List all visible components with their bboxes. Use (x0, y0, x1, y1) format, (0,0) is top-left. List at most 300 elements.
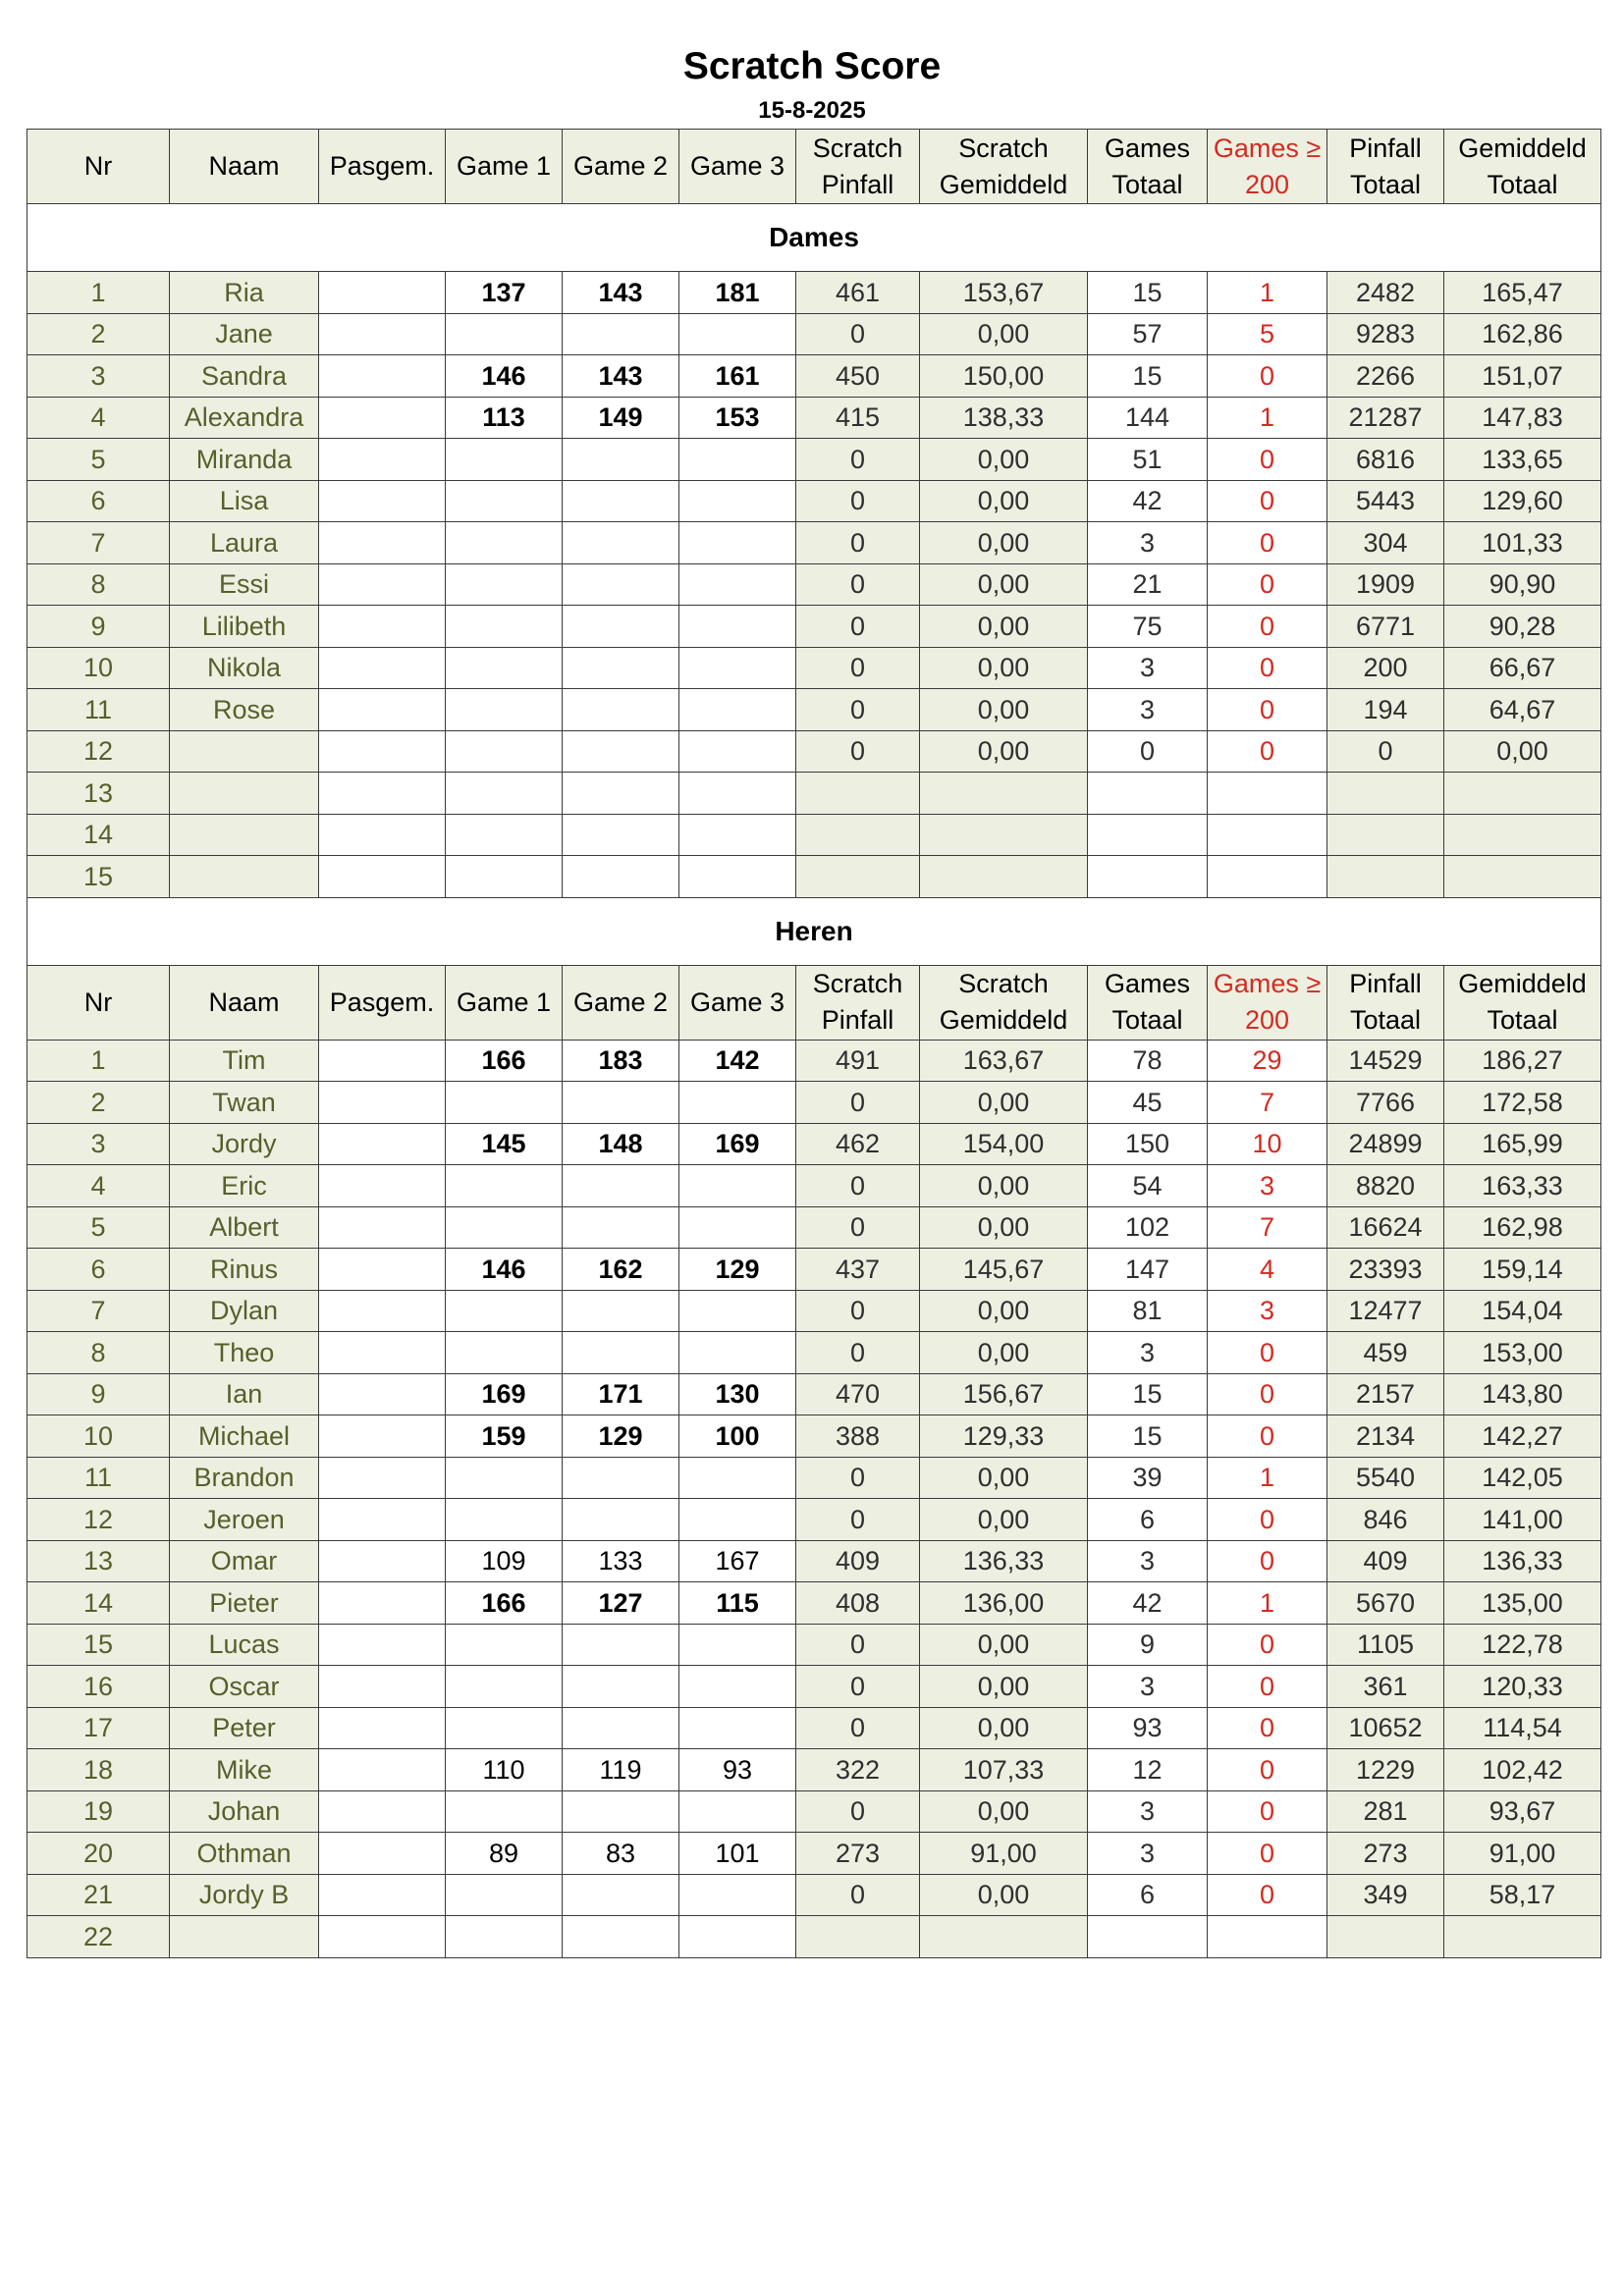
game-3-score (679, 1290, 796, 1332)
pinfall-total: 2134 (1327, 1415, 1444, 1458)
pasgem-cell (319, 1290, 446, 1332)
games-over-200: 7 (1208, 1206, 1327, 1249)
average-total: 0,00 (1444, 730, 1601, 773)
score-table (27, 129, 1601, 1958)
games-total: 12 (1088, 1749, 1208, 1791)
pinfall-total: 349 (1327, 1874, 1444, 1916)
column-header-games-200: Games ≥ 200 (1208, 130, 1327, 204)
table-row (27, 1916, 1601, 1958)
scratch-average: 136,00 (920, 1582, 1088, 1625)
row-nr: 16 (27, 1666, 170, 1708)
game-1-score: 110 (446, 1749, 563, 1791)
game-3-score (679, 1624, 796, 1666)
game-1-score (446, 1790, 563, 1833)
row-nr: 3 (27, 1123, 170, 1165)
games-over-200: 0 (1208, 1332, 1327, 1374)
games-over-200: 0 (1208, 1790, 1327, 1833)
games-over-200: 1 (1208, 1582, 1327, 1625)
average-total: 186,27 (1444, 1040, 1601, 1082)
row-nr: 12 (27, 730, 170, 773)
average-total: 102,42 (1444, 1749, 1601, 1791)
table-row (27, 730, 1601, 773)
game-1-score (446, 647, 563, 689)
pasgem-cell (319, 1624, 446, 1666)
game-3-score: 115 (679, 1582, 796, 1625)
game-3-score (679, 814, 796, 856)
games-total: 45 (1088, 1082, 1208, 1124)
game-2-score: 162 (563, 1249, 679, 1291)
player-name: Jane (170, 313, 319, 355)
game-1-score (446, 689, 563, 731)
player-name: Rose (170, 689, 319, 731)
row-nr: 12 (27, 1499, 170, 1541)
game-1-score (446, 856, 563, 898)
column-header-scratch-gemiddeld: Scratch Gemiddeld (920, 130, 1088, 204)
pasgem-cell (319, 1540, 446, 1582)
games-total: 3 (1088, 647, 1208, 689)
games-over-200 (1208, 856, 1327, 898)
column-header-games-totaal: Games Totaal (1088, 965, 1208, 1040)
average-total: 120,33 (1444, 1666, 1601, 1708)
games-over-200: 0 (1208, 522, 1327, 564)
table-row (27, 1457, 1601, 1499)
games-over-200: 0 (1208, 1499, 1327, 1541)
games-over-200: 0 (1208, 563, 1327, 606)
scratch-pinfall: 437 (796, 1249, 920, 1291)
column-header-row (27, 130, 1601, 204)
pinfall-total: 459 (1327, 1332, 1444, 1374)
table-row (27, 397, 1601, 439)
games-over-200: 4 (1208, 1249, 1327, 1291)
row-nr: 18 (27, 1749, 170, 1791)
game-2-score (563, 1790, 679, 1833)
games-total: 93 (1088, 1707, 1208, 1749)
average-total (1444, 814, 1601, 856)
column-header-nr: Nr (27, 130, 170, 204)
table-row (27, 1666, 1601, 1708)
game-2-score (563, 1165, 679, 1207)
scratch-average: 0,00 (920, 1874, 1088, 1916)
row-nr: 2 (27, 1082, 170, 1124)
game-3-score: 181 (679, 272, 796, 314)
player-name: Lucas (170, 1624, 319, 1666)
player-name: Michael (170, 1415, 319, 1458)
row-nr: 10 (27, 1415, 170, 1458)
column-header-game3: Game 3 (679, 965, 796, 1040)
games-total: 15 (1088, 1415, 1208, 1458)
game-2-score (563, 1332, 679, 1374)
scratch-pinfall: 450 (796, 355, 920, 398)
scratch-average (920, 814, 1088, 856)
scratch-pinfall: 0 (796, 1290, 920, 1332)
section-header-row (27, 204, 1601, 272)
game-1-score: 145 (446, 1123, 563, 1165)
scratch-average: 0,00 (920, 689, 1088, 731)
row-nr: 4 (27, 1165, 170, 1207)
average-total: 58,17 (1444, 1874, 1601, 1916)
games-over-200: 1 (1208, 1457, 1327, 1499)
pinfall-total: 9283 (1327, 313, 1444, 355)
average-total: 154,04 (1444, 1290, 1601, 1332)
pinfall-total: 12477 (1327, 1290, 1444, 1332)
scratch-pinfall: 0 (796, 1790, 920, 1833)
game-1-score: 146 (446, 355, 563, 398)
games-total (1088, 1916, 1208, 1958)
game-3-score (679, 1165, 796, 1207)
column-header-games-totaal: Games Totaal (1088, 130, 1208, 204)
row-nr: 6 (27, 1249, 170, 1291)
column-header-game1: Game 1 (446, 130, 563, 204)
scratch-average: 0,00 (920, 1165, 1088, 1207)
games-total: 42 (1088, 480, 1208, 522)
games-over-200: 0 (1208, 1874, 1327, 1916)
table-row (27, 1790, 1601, 1833)
scratch-average: 0,00 (920, 563, 1088, 606)
games-over-200: 3 (1208, 1165, 1327, 1207)
games-over-200: 0 (1208, 1749, 1327, 1791)
table-row (27, 272, 1601, 314)
scratch-pinfall: 491 (796, 1040, 920, 1082)
scratch-pinfall: 0 (796, 1624, 920, 1666)
table-row (27, 439, 1601, 481)
pinfall-total (1327, 814, 1444, 856)
row-nr: 9 (27, 606, 170, 648)
game-3-score (679, 730, 796, 773)
game-3-score (679, 1916, 796, 1958)
table-row (27, 563, 1601, 606)
table-row (27, 1415, 1601, 1458)
player-name: Sandra (170, 355, 319, 398)
pinfall-total: 5540 (1327, 1457, 1444, 1499)
game-1-score (446, 1332, 563, 1374)
row-nr: 11 (27, 1457, 170, 1499)
player-name: Albert (170, 1206, 319, 1249)
average-total: 91,00 (1444, 1833, 1601, 1875)
game-1-score (446, 563, 563, 606)
games-over-200: 10 (1208, 1123, 1327, 1165)
game-2-score (563, 814, 679, 856)
player-name (170, 1916, 319, 1958)
table-row (27, 1165, 1601, 1207)
games-total: 6 (1088, 1499, 1208, 1541)
game-2-score (563, 1499, 679, 1541)
games-total: 3 (1088, 1332, 1208, 1374)
column-header-pinfall-totaal: Pinfall Totaal (1327, 130, 1444, 204)
game-2-score: 143 (563, 355, 679, 398)
games-over-200: 0 (1208, 1373, 1327, 1415)
game-2-score: 129 (563, 1415, 679, 1458)
page-title: Scratch Score (682, 45, 942, 87)
table-row (27, 1874, 1601, 1916)
column-header-naam: Naam (170, 965, 319, 1040)
game-2-score: 171 (563, 1373, 679, 1415)
player-name: Nikola (170, 647, 319, 689)
player-name: Jordy B (170, 1874, 319, 1916)
row-nr: 9 (27, 1373, 170, 1415)
table-row (27, 647, 1601, 689)
row-nr: 6 (27, 480, 170, 522)
games-over-200 (1208, 1916, 1327, 1958)
scratch-average: 0,00 (920, 1332, 1088, 1374)
row-nr: 15 (27, 856, 170, 898)
average-total: 101,33 (1444, 522, 1601, 564)
average-total: 142,27 (1444, 1415, 1601, 1458)
row-nr: 7 (27, 522, 170, 564)
pinfall-total: 409 (1327, 1540, 1444, 1582)
player-name: Twan (170, 1082, 319, 1124)
game-2-score: 83 (563, 1833, 679, 1875)
pinfall-total (1327, 856, 1444, 898)
player-name: Othman (170, 1833, 319, 1875)
pinfall-total: 5670 (1327, 1582, 1444, 1625)
pinfall-total: 846 (1327, 1499, 1444, 1541)
row-nr: 10 (27, 647, 170, 689)
scratch-pinfall: 0 (796, 1332, 920, 1374)
game-1-score (446, 814, 563, 856)
game-2-score (563, 1082, 679, 1124)
pinfall-total: 1229 (1327, 1749, 1444, 1791)
scratch-average: 0,00 (920, 439, 1088, 481)
scratch-pinfall: 273 (796, 1833, 920, 1875)
scratch-pinfall: 0 (796, 522, 920, 564)
games-total: 81 (1088, 1290, 1208, 1332)
scratch-pinfall: 409 (796, 1540, 920, 1582)
games-over-200: 0 (1208, 480, 1327, 522)
average-total: 129,60 (1444, 480, 1601, 522)
game-2-score (563, 1290, 679, 1332)
player-name: Alexandra (170, 397, 319, 439)
average-total: 165,47 (1444, 272, 1601, 314)
game-3-score: 167 (679, 1540, 796, 1582)
table-row (27, 522, 1601, 564)
games-over-200: 0 (1208, 730, 1327, 773)
row-nr: 4 (27, 397, 170, 439)
section-header-row (27, 897, 1601, 965)
pasgem-cell (319, 1457, 446, 1499)
pasgem-cell (319, 522, 446, 564)
game-1-score (446, 1206, 563, 1249)
games-total: 42 (1088, 1582, 1208, 1625)
game-1-score (446, 313, 563, 355)
average-total (1444, 773, 1601, 815)
scratch-pinfall: 0 (796, 1457, 920, 1499)
player-name: Lilibeth (170, 606, 319, 648)
column-header-pinfall-totaal: Pinfall Totaal (1327, 965, 1444, 1040)
scratch-average: 91,00 (920, 1833, 1088, 1875)
table-row (27, 1499, 1601, 1541)
table-row (27, 773, 1601, 815)
table-row (27, 1249, 1601, 1291)
games-over-200: 1 (1208, 397, 1327, 439)
average-total: 147,83 (1444, 397, 1601, 439)
game-3-score: 153 (679, 397, 796, 439)
pasgem-cell (319, 563, 446, 606)
average-total: 172,58 (1444, 1082, 1601, 1124)
pinfall-total: 8820 (1327, 1165, 1444, 1207)
average-total (1444, 856, 1601, 898)
column-header-games-200: Games ≥ 200 (1208, 965, 1327, 1040)
column-header-gemiddeld-totaal: Gemiddeld Totaal (1444, 965, 1601, 1040)
scratch-average: 129,33 (920, 1415, 1088, 1458)
scratch-pinfall: 0 (796, 313, 920, 355)
scratch-pinfall: 0 (796, 1874, 920, 1916)
player-name (170, 730, 319, 773)
game-3-score (679, 1457, 796, 1499)
scratch-pinfall (796, 814, 920, 856)
pinfall-total (1327, 1916, 1444, 1958)
pinfall-total: 304 (1327, 522, 1444, 564)
scratch-average: 156,67 (920, 1373, 1088, 1415)
game-3-score: 101 (679, 1833, 796, 1875)
player-name: Miranda (170, 439, 319, 481)
table-row (27, 313, 1601, 355)
pasgem-cell (319, 313, 446, 355)
scratch-average: 150,00 (920, 355, 1088, 398)
scratch-pinfall: 0 (796, 480, 920, 522)
scratch-pinfall: 0 (796, 563, 920, 606)
games-over-200: 0 (1208, 606, 1327, 648)
pinfall-total (1327, 773, 1444, 815)
game-2-score (563, 522, 679, 564)
pasgem-cell (319, 1582, 446, 1625)
game-3-score (679, 439, 796, 481)
pasgem-cell (319, 1040, 446, 1082)
games-over-200 (1208, 814, 1327, 856)
game-1-score (446, 1165, 563, 1207)
scratch-pinfall: 462 (796, 1123, 920, 1165)
game-2-score (563, 647, 679, 689)
pasgem-cell (319, 689, 446, 731)
games-total: 0 (1088, 730, 1208, 773)
table-row (27, 1123, 1601, 1165)
average-total: 66,67 (1444, 647, 1601, 689)
game-1-score (446, 1082, 563, 1124)
games-over-200: 0 (1208, 1666, 1327, 1708)
game-1-score: 89 (446, 1833, 563, 1875)
pinfall-total: 200 (1327, 647, 1444, 689)
pinfall-total: 2482 (1327, 272, 1444, 314)
pinfall-total: 23393 (1327, 1249, 1444, 1291)
games-over-200: 0 (1208, 1624, 1327, 1666)
average-total: 133,65 (1444, 439, 1601, 481)
game-2-score (563, 563, 679, 606)
game-2-score: 127 (563, 1582, 679, 1625)
column-header-scratch-pinfall: Scratch Pinfall (796, 965, 920, 1040)
games-total: 78 (1088, 1040, 1208, 1082)
average-total: 142,05 (1444, 1457, 1601, 1499)
games-over-200: 0 (1208, 439, 1327, 481)
pasgem-cell (319, 647, 446, 689)
games-total: 15 (1088, 272, 1208, 314)
game-1-score: 137 (446, 272, 563, 314)
pasgem-cell (319, 1790, 446, 1833)
table-row (27, 1082, 1601, 1124)
game-2-score (563, 480, 679, 522)
pasgem-cell (319, 1707, 446, 1749)
pasgem-cell (319, 355, 446, 398)
game-3-score (679, 1499, 796, 1541)
games-total: 150 (1088, 1123, 1208, 1165)
average-total: 64,67 (1444, 689, 1601, 731)
scratch-pinfall: 415 (796, 397, 920, 439)
game-3-score (679, 1082, 796, 1124)
games-total: 144 (1088, 397, 1208, 439)
game-2-score (563, 689, 679, 731)
game-3-score (679, 1666, 796, 1708)
pinfall-total: 273 (1327, 1833, 1444, 1875)
game-2-score (563, 439, 679, 481)
games-total: 57 (1088, 313, 1208, 355)
pasgem-cell (319, 606, 446, 648)
scratch-pinfall: 0 (796, 689, 920, 731)
player-name: Essi (170, 563, 319, 606)
average-total: 143,80 (1444, 1373, 1601, 1415)
scratch-average (920, 1916, 1088, 1958)
player-name: Lisa (170, 480, 319, 522)
game-3-score: 93 (679, 1749, 796, 1791)
player-name: Dylan (170, 1290, 319, 1332)
games-total (1088, 814, 1208, 856)
scratch-pinfall: 0 (796, 647, 920, 689)
games-total: 3 (1088, 1666, 1208, 1708)
games-over-200: 0 (1208, 647, 1327, 689)
pinfall-total: 1909 (1327, 563, 1444, 606)
column-header-game1: Game 1 (446, 965, 563, 1040)
scratch-pinfall: 0 (796, 1499, 920, 1541)
pasgem-cell (319, 730, 446, 773)
game-3-score (679, 1707, 796, 1749)
game-1-score (446, 480, 563, 522)
row-nr: 3 (27, 355, 170, 398)
table-row (27, 1707, 1601, 1749)
games-total: 147 (1088, 1249, 1208, 1291)
games-total: 54 (1088, 1165, 1208, 1207)
table-row (27, 355, 1601, 398)
games-total (1088, 773, 1208, 815)
player-name: Pieter (170, 1582, 319, 1625)
games-over-200: 0 (1208, 1415, 1327, 1458)
player-name (170, 856, 319, 898)
score-table-body (27, 130, 1601, 1958)
game-1-score (446, 773, 563, 815)
row-nr: 14 (27, 1582, 170, 1625)
pasgem-cell (319, 1165, 446, 1207)
scratch-pinfall: 408 (796, 1582, 920, 1625)
pinfall-total: 2157 (1327, 1373, 1444, 1415)
game-1-score (446, 1457, 563, 1499)
game-1-score (446, 1624, 563, 1666)
player-name: Laura (170, 522, 319, 564)
pinfall-total: 361 (1327, 1666, 1444, 1708)
pinfall-total: 6816 (1327, 439, 1444, 481)
game-3-score (679, 1206, 796, 1249)
average-total: 90,90 (1444, 563, 1601, 606)
scratch-pinfall: 470 (796, 1373, 920, 1415)
player-name (170, 814, 319, 856)
game-2-score: 133 (563, 1540, 679, 1582)
average-total: 163,33 (1444, 1165, 1601, 1207)
column-header-naam: Naam (170, 130, 319, 204)
game-3-score (679, 606, 796, 648)
game-1-score (446, 1666, 563, 1708)
table-row (27, 1040, 1601, 1082)
row-nr: 5 (27, 439, 170, 481)
game-3-score (679, 1874, 796, 1916)
games-total: 51 (1088, 439, 1208, 481)
game-1-score (446, 1707, 563, 1749)
game-2-score: 183 (563, 1040, 679, 1082)
game-3-score: 100 (679, 1415, 796, 1458)
